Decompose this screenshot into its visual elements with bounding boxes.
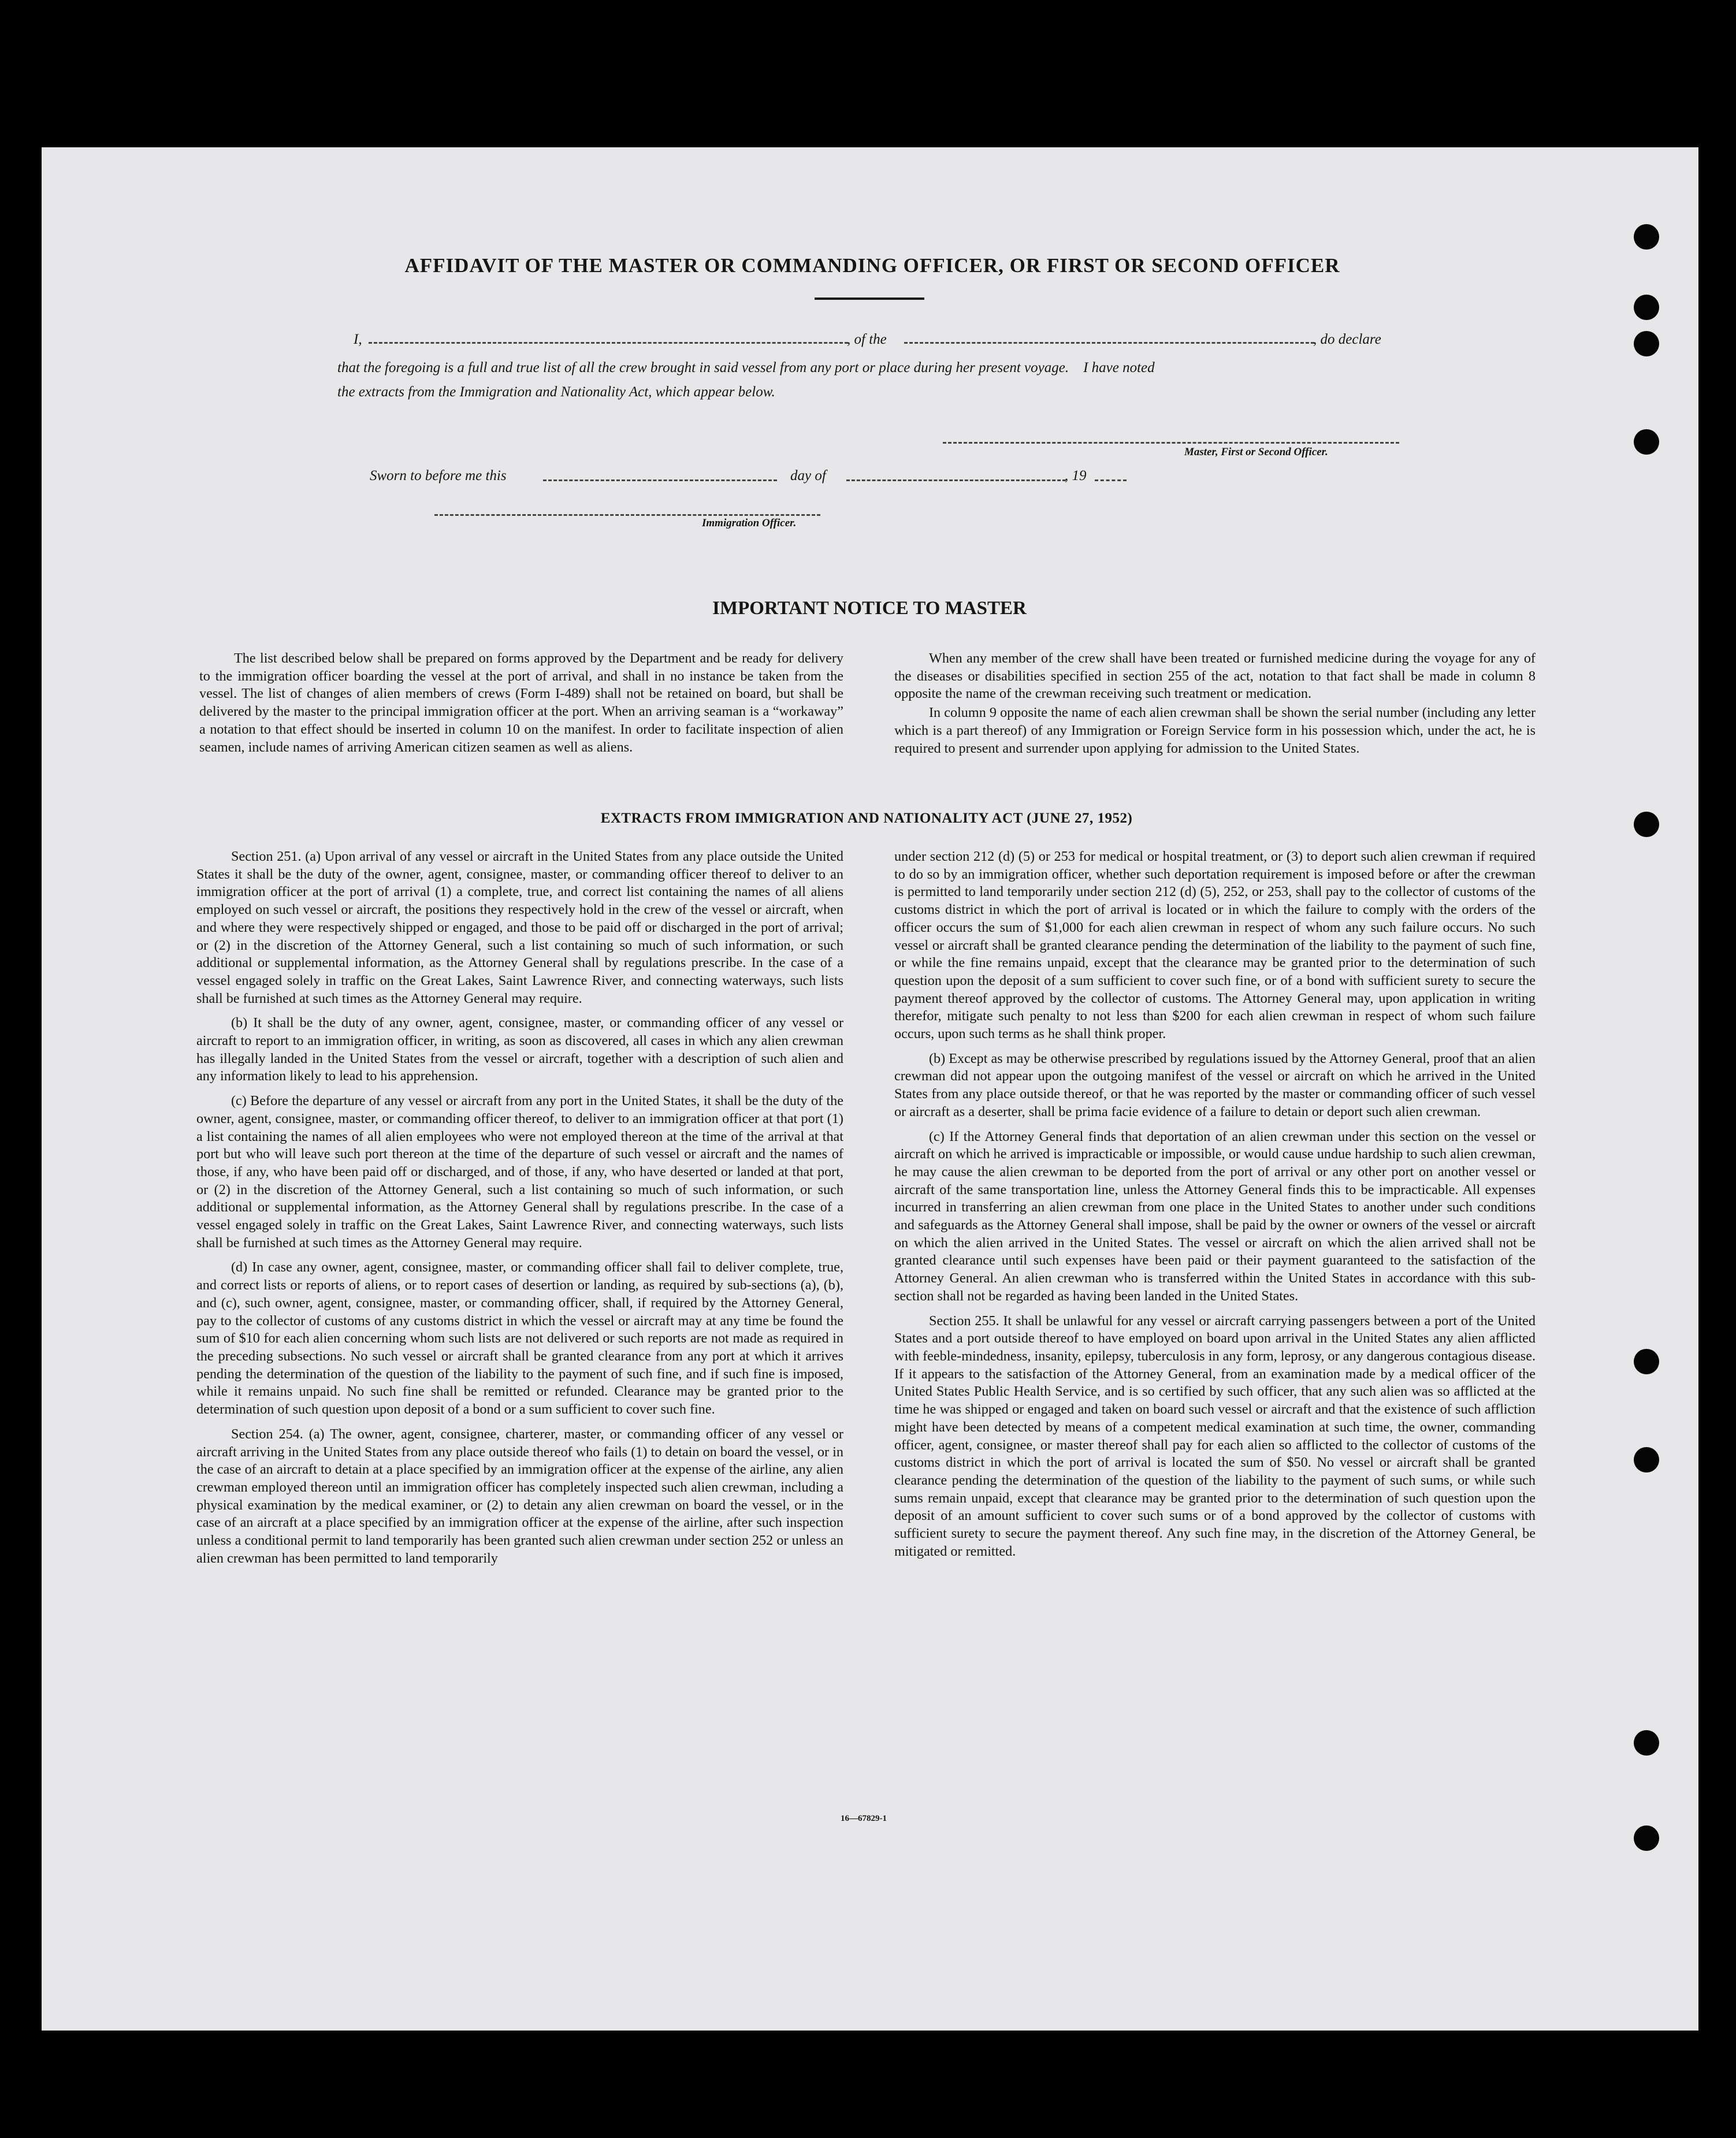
extracts-title: EXTRACTS FROM IMMIGRATION AND NATIONALITY ACT (JUNE 27, 1952) (600, 810, 1133, 826)
affidavit-title: AFFIDAVIT OF THE MASTER OR COMMANDING OFFICER, OR FIRST OR SECOND OFFICER (404, 254, 1340, 277)
section-paragraph: (b) It shall be the duty of any owner, agent, consignee, master, or commanding officer of any vessel or aircraft to report to an immigration officer, in writing, as soon as discovered, all cases in which any alien crewman has illegally landed in the United States from the vessel or aircraft, together with a description of such alien and any information likely to lead to his apprehension. (196, 1015, 843, 1084)
immigration-officer-signature-field[interactable] (434, 514, 820, 516)
do-declare-label: , do declare (1313, 332, 1381, 347)
year-label: , 19 (1065, 468, 1087, 484)
sworn-day-field[interactable] (543, 479, 777, 481)
notice-paragraph: The list described below shall be prepared on forms approved by the Department and be ready for delivery to the immigration officer boarding the vessel at the port of arrival, and shall in no instance be taken from the vessel. The list of changes of alien members of crews (Form I-489) shall not be retained on board, but shall be delivered by the master to the principal immigration officer at the port. When an arriving seaman is a “workaway” a notation to that effect should be inserted in column 10 on the manifest. In order to facilitate inspection of alien seamen, include names of arriving American citizen seamen as well as aliens. (199, 650, 843, 755)
section-paragraph: (b) Except as may be otherwise prescribed by regulations issued by the Attorney General, proof that an alien crewman did not appear upon the outgoing manifest of the vessel or aircraft on which he arrived in the United States from any place outside thereof, or that he was reported by the master or commanding officer of such vessel or aircraft as a deserter, shall be prima facie evidence of a failure to detain or deport such alien crewman. (894, 1050, 1536, 1120)
notice-right-column (894, 650, 1536, 764)
section-paragraph: under section 212 (d) (5) or 253 for medical or hospital treatment, or (3) to deport such alien crewman if required to do so by an immigration officer, whether such deportation requirement is imposed before or after the crewman is permitted to land temporarily under section 212 (d) (5), 252, or 253, shall pay to the collector of customs of the customs district in which the port of arrival is located or in which the failure to comply with the orders of the officer occurs the sum of $1,000 for each alien crewman in respect of whom any such failure occurs. No such vessel or aircraft shall be granted clearance pending the determination of the liability to the payment of such fine, or while the fine remains unpaid, except that the clearance may be granted prior to the determination of such question upon the deposit of a sum sufficient to cover such fine, or of a bond with sufficient surety to secure the payment thereof approved by the collector of customs. The Attorney General may, upon application in writing therefor, mitigate such penalty to not less than $200 for each alien crewman in respect of whom such failure occurs, upon such terms as he shall think proper. (894, 849, 1536, 1042)
immigration-officer-caption: Immigration Officer. (702, 517, 797, 529)
notice-left-column (199, 650, 843, 763)
extracts-left-column (196, 848, 843, 1574)
binder-hole (1634, 1349, 1659, 1374)
binder-hole (1634, 295, 1659, 320)
binder-hole (1634, 224, 1659, 250)
declarant-label: I, (354, 332, 362, 347)
day-of-label: day of (790, 468, 826, 484)
notice-title: IMPORTANT NOTICE TO MASTER (712, 598, 1027, 619)
master-signature-caption: Master, First or Second Officer. (1184, 446, 1328, 458)
vessel-name-field[interactable] (904, 342, 1314, 344)
form-number: 16—67829-1 (841, 1814, 887, 1823)
of-the-label: , of the (847, 332, 887, 347)
notice-paragraph: In column 9 opposite the name of each alien crewman shall be shown the serial number (including any letter which is a part thereof) of any Immigration or Foreign Service form in his possession which, under the act, he is required to present and surrender upon applying for admission to the United States. (894, 705, 1536, 756)
binder-hole (1634, 1447, 1659, 1473)
notice-paragraph: When any member of the crew shall have been treated or furnished medicine during the voyage for any of the diseases or disabilities specified in section 255 of the act, notation to that fact shall be made in column 8 opposite the name of the crewman receiving such treatment or medication. (894, 650, 1536, 702)
binder-hole (1634, 331, 1659, 356)
section-paragraph: (c) If the Attorney General finds that deportation of an alien crewman under this section on the vessel or aircraft on which he arrived is impracticable or impossible, or would cause undue hardship to such alien crewman, he may cause the alien crewman to be deported from the port of arrival or any other port on another vessel or aircraft of the same transportation line, unless the Attorney General finds this to be impracticable. All expenses incurred in transferring an alien crewman from one place in the United States to another under such conditions and safeguards as the Attorney General shall impose, shall be paid by the owner or owners of the vessel or aircraft on which the alien arrived in the United States. The vessel or aircraft on which the alien arrived shall not be granted clearance until such expenses have been paid or their payment guaranteed to the satisfaction of the Attorney General. An alien crewman who is transferred within the United States in accordance with this sub-section shall not be regarded as having been landed in the United States. (894, 1128, 1536, 1304)
sworn-label: Sworn to before me this (370, 468, 507, 484)
declarant-name-field[interactable] (369, 342, 848, 344)
section-paragraph: Section 255. It shall be unlawful for any vessel or aircraft carrying passengers between a port of the United States and a port outside thereof to have employed on board upon arrival in the United States any alien afflicted with feeble-mindedness, insanity, epilepsy, tuberculosis in any form, leprosy, or any dangerous contagious disease. If it appears to the satisfaction of the Attorney General, from an examination made by a medical officer of the United States Public Health Service, and is so certified by such officer, that any such alien was so afflicted at the time he was shipped or engaged and taken on board such vessel or aircraft and that the existence of such affliction might have been detected by means of a competent medical examination at such time, the owner, commanding officer, agent, consignee, or master thereof shall pay for each alien so afflicted to the collector of customs of the customs district in which the port of arrival is located the sum of $50. No vessel or aircraft shall be granted clearance pending the determination of the question of the liability to the payment of such sums, or while such sums remain unpaid, except that clearance may be granted prior to the determination of such question upon the deposit of an amount sufficient to cover such sums or of a bond approved by the collector of customs with sufficient surety to secure the payment thereof. Any such fine may, in the discretion of the Attorney General, be mitigated or remitted. (894, 1312, 1536, 1559)
binder-hole (1634, 429, 1659, 455)
binder-hole (1634, 812, 1659, 837)
master-signature-field[interactable] (943, 442, 1399, 444)
declaration-line-2: that the foregoing is a full and true list of all the crew brought in said vessel from any port or place during her present voyage. I have noted (337, 360, 1155, 375)
section-paragraph: (c) Before the departure of any vessel or aircraft from any port in the United States, it shall be the duty of the owner, agent, consignee, master, or commanding officer thereof, to deliver to an immigration officer at that port (1) a list containing the names of all alien employees who were not employed thereon at the time of the arrival at that port but who will leave such port thereon at the time of the departure of such vessel or aircraft and the names of those, if any, who have been paid off or discharged, and of those, if any, who have deserted or landed at that port, or (2) in the discretion of the Attorney General, such a list containing so much of such information, or such additional or supplemental information, as the Attorney General shall by regulations prescribe. In the case of a vessel engaged solely in traffic on the Great Lakes, Saint Lawrence River, and connecting waterways, such lists shall be furnished at such times as the Attorney General may require. (196, 1093, 843, 1251)
binder-hole (1634, 1825, 1659, 1851)
section-paragraph: Section 251. (a) Upon arrival of any vessel or aircraft in the United States from any place outside the United States it shall be the duty of the owner, agent, consignee, master, or commanding officer thereof to deliver to an immigration officer at the port of arrival (1) a complete, true, and correct list containing the names of all aliens employed on such vessel or aircraft, the positions they respectively hold in the crew of the vessel or aircraft, when and where they were respectively shipped or engaged, and those to be paid off or discharged in the port of arrival; or (2) in the discretion of the Attorney General, such a list containing so much of such information, or such additional or supplemental information, as the Attorney General shall by regulations prescribe. In the case of a vessel engaged solely in traffic on the Great Lakes, Saint Lawrence River, and connecting waterways, such lists shall be furnished at such times as the Attorney General may require. (196, 849, 843, 1006)
declaration-line-3: the extracts from the Immigration and Nationality Act, which appear below. (337, 384, 775, 400)
section-paragraph: (d) In case any owner, agent, consignee, master, or commanding officer shall fail to deliver complete, true, and correct lists or reports of aliens, or to report cases of desertion or landing, as required by sub-sections (a), (b), and (c), such owner, agent, consignee, master, or commanding officer, shall, if required by the Attorney General, pay to the collector of customs of any customs district in which the vessel or aircraft may at any time be found the sum of $10 for each alien concerning whom such lists are not delivered or such reports are not made as required in the preceding subsections. No such vessel or aircraft shall be granted clearance from any port at which it arrives pending the determination of the question of the liability to the payment of such fine, and if such fine is imposed, while it remains unpaid. No such fine shall be remitted or refunded. Clearance may be granted prior to the determination of such question upon deposit of a bond or a sum sufficient to cover such fine. (196, 1259, 843, 1418)
extracts-right-column (894, 848, 1536, 1567)
binder-hole (1634, 1730, 1659, 1756)
sworn-year-field[interactable] (1095, 479, 1127, 481)
section-paragraph: Section 254. (a) The owner, agent, consignee, charterer, master, or commanding officer of any vessel or aircraft arriving in the United States from any place outside thereof who fails (1) to detain on board the vessel, or in the case of an aircraft to detain at a place specified by an immigration officer at the expense of the airline, any alien crewman employed thereon until an immigration officer has completely inspected such alien crewman, including a physical examination by the medical examiner, or (2) to detain any alien crewman on board the vessel, or in the case of an aircraft at a place specified by an immigration officer at the expense of the airline, after such inspection unless a conditional permit to land temporarily has been granted such alien crewman under section 252 or unless an alien crewman has been permitted to land temporarily (196, 1426, 843, 1566)
sworn-month-field[interactable] (846, 479, 1066, 481)
title-underline (815, 298, 924, 300)
